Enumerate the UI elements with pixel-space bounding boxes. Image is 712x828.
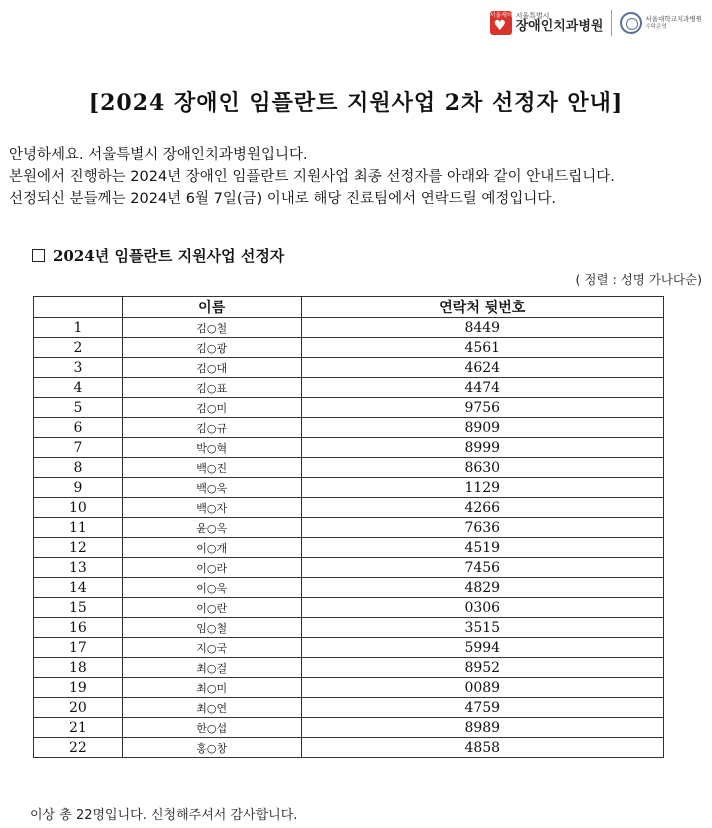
table-row [34, 738, 664, 758]
row-number: 5 [34, 398, 123, 418]
table-row [34, 618, 664, 638]
row-name: 윤○옥 [122, 518, 301, 538]
intro-line-3: 선정되신 분들께는 2024년 6월 7일(금) 이내로 해당 진료팀에서 연락드릴 예정입니다. [9, 191, 556, 207]
table-row [34, 558, 664, 578]
table-row [34, 718, 664, 738]
row-name: 김○대 [122, 358, 301, 378]
row-name: 홍○창 [122, 738, 301, 758]
row-phone: 8952 [301, 658, 663, 678]
row-name: 이○욱 [122, 578, 301, 598]
table-row [34, 678, 664, 698]
row-name: 이○라 [122, 558, 301, 578]
row-phone: 0089 [301, 678, 663, 698]
row-phone: 4858 [301, 738, 663, 758]
intro-line-1: 안녕하세요. 서울특별시 장애인치과병원입니다. [9, 147, 308, 163]
row-phone: 1129 [301, 478, 663, 498]
university-name: 서울대학교치과병원 [645, 14, 702, 23]
row-name: 김○미 [122, 398, 301, 418]
table-row [34, 458, 664, 478]
row-name: 백○자 [122, 498, 301, 518]
hospital-sub: 서울특별시 [515, 11, 550, 20]
row-phone: 7636 [301, 518, 663, 538]
row-name: 최○연 [122, 698, 301, 718]
selectee-table [33, 296, 664, 758]
intro-text [9, 144, 709, 210]
table-row [34, 538, 664, 558]
row-phone: 8909 [301, 418, 663, 438]
row-number: 13 [34, 558, 123, 578]
row-name: 박○혁 [122, 438, 301, 458]
row-name: 이○개 [122, 538, 301, 558]
row-number: 16 [34, 618, 123, 638]
table-row [34, 638, 664, 658]
row-phone: 7456 [301, 558, 663, 578]
row-name: 한○섭 [122, 718, 301, 738]
header-number [34, 297, 123, 318]
row-phone: 8999 [301, 438, 663, 458]
row-phone: 4829 [301, 578, 663, 598]
row-name: 김○광 [122, 338, 301, 358]
row-number: 21 [34, 718, 123, 738]
checkbox-icon [32, 249, 45, 262]
intro-line-2: 본원에서 진행하는 2024년 장애인 임플란트 지원사업 최종 선정자를 아래와 같이 안내드립니다. [9, 169, 615, 185]
row-number: 17 [34, 638, 123, 658]
table-row [34, 438, 664, 458]
header-phone: 연락처 뒷번호 [301, 297, 663, 318]
table-row [34, 358, 664, 378]
header-logos [490, 10, 702, 36]
row-phone: 4474 [301, 378, 663, 398]
row-name: 최○걸 [122, 658, 301, 678]
row-name: 이○란 [122, 598, 301, 618]
row-phone: 4561 [301, 338, 663, 358]
row-number: 7 [34, 438, 123, 458]
table-header-row [34, 297, 664, 318]
table-row [34, 578, 664, 598]
table-row [34, 338, 664, 358]
header-name: 이름 [122, 297, 301, 318]
row-phone: 8449 [301, 318, 663, 338]
row-number: 15 [34, 598, 123, 618]
row-phone: 5994 [301, 638, 663, 658]
table-body [34, 318, 664, 758]
row-phone: 4759 [301, 698, 663, 718]
row-name: 김○규 [122, 418, 301, 438]
row-number: 6 [34, 418, 123, 438]
row-number: 19 [34, 678, 123, 698]
row-number: 20 [34, 698, 123, 718]
section-title: 2024년 임플란트 지원사업 선정자 [53, 247, 285, 265]
row-name: 백○진 [122, 458, 301, 478]
university-seal-icon [620, 12, 642, 34]
sort-note: ( 정렬 : 성명 가나다순) [575, 272, 702, 287]
table-row [34, 498, 664, 518]
row-phone: 4624 [301, 358, 663, 378]
row-number: 11 [34, 518, 123, 538]
table-row [34, 318, 664, 338]
row-number: 2 [34, 338, 123, 358]
section-heading [32, 245, 284, 266]
logo-divider [611, 10, 612, 36]
row-number: 1 [34, 318, 123, 338]
row-name: 임○철 [122, 618, 301, 638]
row-number: 12 [34, 538, 123, 558]
table-row [34, 478, 664, 498]
row-phone: 3515 [301, 618, 663, 638]
row-name: 김○철 [122, 318, 301, 338]
row-name: 최○미 [122, 678, 301, 698]
row-number: 4 [34, 378, 123, 398]
table-row [34, 598, 664, 618]
row-number: 22 [34, 738, 123, 758]
row-number: 14 [34, 578, 123, 598]
row-number: 18 [34, 658, 123, 678]
row-phone: 9756 [301, 398, 663, 418]
table-row [34, 518, 664, 538]
row-name: 백○욱 [122, 478, 301, 498]
hospital-name: 장애인치과병원 [515, 18, 604, 34]
table-row [34, 378, 664, 398]
table-row [34, 658, 664, 678]
row-number: 8 [34, 458, 123, 478]
heart-icon: 서울케어 ♥ [489, 12, 513, 34]
row-phone: 4266 [301, 498, 663, 518]
row-name: 지○국 [122, 638, 301, 658]
row-name: 김○표 [122, 378, 301, 398]
hospital-logo [490, 11, 604, 35]
page-title: [2024 장애인 임플란트 지원사업 2차 선정자 안내] [88, 90, 624, 116]
table-row [34, 418, 664, 438]
row-phone: 8630 [301, 458, 663, 478]
footer-note: 이상 총 22명입니다. 신청해주셔서 감사합니다. [30, 808, 298, 823]
row-phone: 0306 [301, 598, 663, 618]
table-row [34, 698, 664, 718]
university-logo [620, 12, 702, 34]
university-sub: 수탁운영 [645, 23, 667, 30]
row-phone: 4519 [301, 538, 663, 558]
row-number: 3 [34, 358, 123, 378]
row-phone: 8989 [301, 718, 663, 738]
row-number: 9 [34, 478, 123, 498]
hospital-tag: 서울케어 [489, 12, 513, 19]
row-number: 10 [34, 498, 123, 518]
table-row [34, 398, 664, 418]
